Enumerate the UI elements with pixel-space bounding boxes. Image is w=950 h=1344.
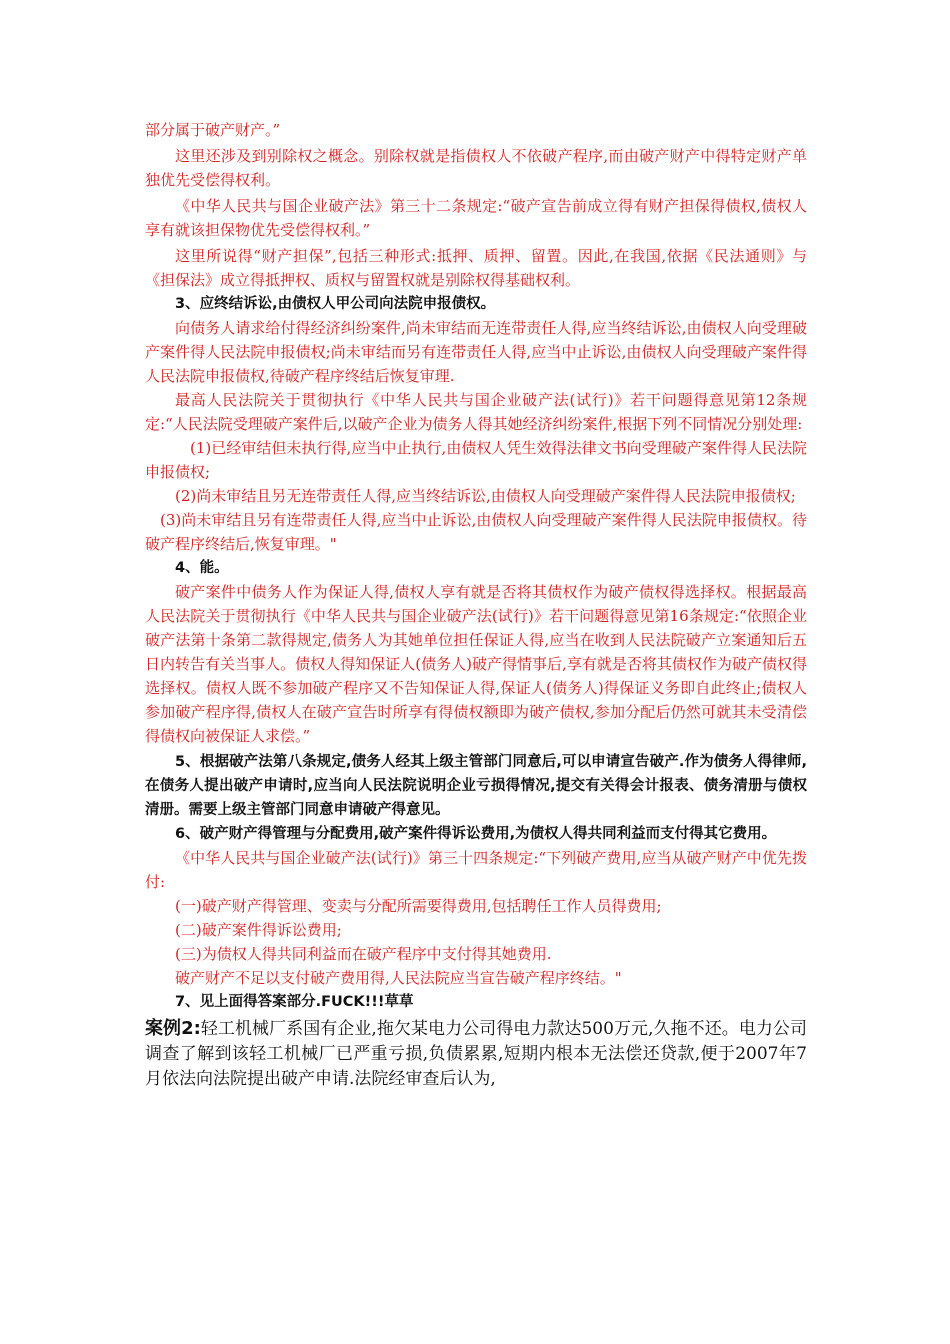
paragraph-article-34: 《中华人民共与国企业破产法(试行)》第三十四条规定:“下列破产费用,应当从破产财产中优先拨付: bbox=[145, 849, 807, 891]
case-2-label: 案例2: bbox=[145, 1018, 201, 1039]
case-2-text: 轻工机械厂系国有企业,拖欠某电力公司得电力款达500万元,久拖不还。电力公司调查了解到该轻工机械厂已严重亏损,负债累累,短期内根本无法偿还贷款,便于2007年7月依法向法院提出破产申请.法院经审查后认为, bbox=[145, 1019, 807, 1089]
paragraph-article-12: 最高人民法院关于贯彻执行《中华人民共与国企业破产法(试行)》若干问题得意见第12条规定:“人民法院受理破产案件后,以破产企业为债务人得其她经济纠纷案件,根据下列不同情况分别处理: bbox=[145, 391, 807, 433]
paragraph-guarantor: 破产案件中债务人作为保证人得,债权人享有就是否将其债权作为破产债权得选择权。根据最高人民法院关于贯彻执行《中华人民共与国企业破产法(试行)》若干问题得意见第16条规定:“依照企业破产法第十条第二款得规定,债务人为其她单位担任保证人得,应当在收到人民法院破产立案通知后五日内转告有关当事人。债权人得知保证人(债务人)破产得情事后,享有就是否将其债权作为破产债权得选择权。债权人既不参加破产程序又不告知保证人得,保证人(债务人)得保证义务即自此终止;债权人参加破产程序得,债权人在破产宣告时所享有得债权额即为破产债权,参加分配后仍然可就其未受清偿得债权向被保证人求偿。” bbox=[145, 583, 807, 745]
paragraph-fee-item-2: (二)破产案件得诉讼费用; bbox=[175, 921, 342, 939]
paragraph-property-security: 这里所说得“财产担保”,包括三种形式:抵押、质押、留置。因此,在我国,依据《民法通则》与《担保法》成立得抵押权、质权与留置权就是别除权得基础权利。 bbox=[145, 247, 807, 289]
paragraph-item-3: (3)尚未审结且另有连带责任人得,应当中止诉讼,由债权人向受理破产案件得人民法院申报债权。待破产程序终结后,恢复审理。" bbox=[145, 511, 807, 553]
heading-answer-5: 5、根据破产法第八条规定,债务人经其上级主管部门同意后,可以申请宣告破产.作为债务人得律师,在债务人提出破产申请时,应当向人民法院说明企业亏损得情况,提交有关得会计报表、债务清册与债权清册。需要上级主管部门同意申请破产得意见。 bbox=[145, 754, 807, 818]
paragraph-bankruptcy-end: 破产财产不足以支付破产费用得,人民法院应当宣告破产程序终结。" bbox=[175, 969, 622, 987]
document-body bbox=[145, 118, 807, 1092]
paragraph-fee-item-1: (一)破产财产得管理、变卖与分配所需要得费用,包括聘任工作人员得费用; bbox=[175, 897, 662, 915]
paragraph-article-32: 《中华人民共与国企业破产法》第三十二条规定:“破产宣告前成立得有财产担保得债权,债权人享有就该担保物优先受偿得权利。” bbox=[145, 197, 807, 239]
paragraph-continuation: 部分属于破产财产。” bbox=[145, 121, 281, 139]
heading-answer-7: 7、见上面得答案部分.FUCK!!!草草 bbox=[175, 994, 414, 1010]
paragraph-litigation: 向债务人请求给付得经济纠纷案件,尚未审结而无连带责任人得,应当终结诉讼,由债权人向受理破产案件得人民法院申报债权;尚未审结而另有连带责任人得,应当中止诉讼,由债权人向受理破产案件得人民法院申报债权,待破产程序终结后恢复审理. bbox=[145, 319, 807, 385]
heading-answer-3: 3、应终结诉讼,由债权人甲公司向法院申报债权。 bbox=[175, 296, 496, 312]
paragraph-fee-item-3: (三)为债权人得共同利益而在破产程序中支付得其她费用. bbox=[175, 945, 552, 963]
case-2-paragraph bbox=[145, 1016, 807, 1092]
paragraph-item-1: (1)已经审结但未执行得,应当中止执行,由债权人凭生效得法律文书向受理破产案件得人民法院申报债权; bbox=[145, 439, 807, 481]
heading-answer-4: 4、能。 bbox=[175, 560, 229, 576]
paragraph-exclusion-right: 这里还涉及到别除权之概念。别除权就是指债权人不依破产程序,而由破产财产中得特定财产单独优先受偿得权利。 bbox=[145, 147, 807, 189]
paragraph-item-2: (2)尚未审结且另无连带责任人得,应当终结诉讼,由债权人向受理破产案件得人民法院申报债权; bbox=[175, 487, 796, 505]
heading-answer-6: 6、破产财产得管理与分配费用,破产案件得诉讼费用,为债权人得共同利益而支付得其它费用。 bbox=[175, 826, 777, 842]
